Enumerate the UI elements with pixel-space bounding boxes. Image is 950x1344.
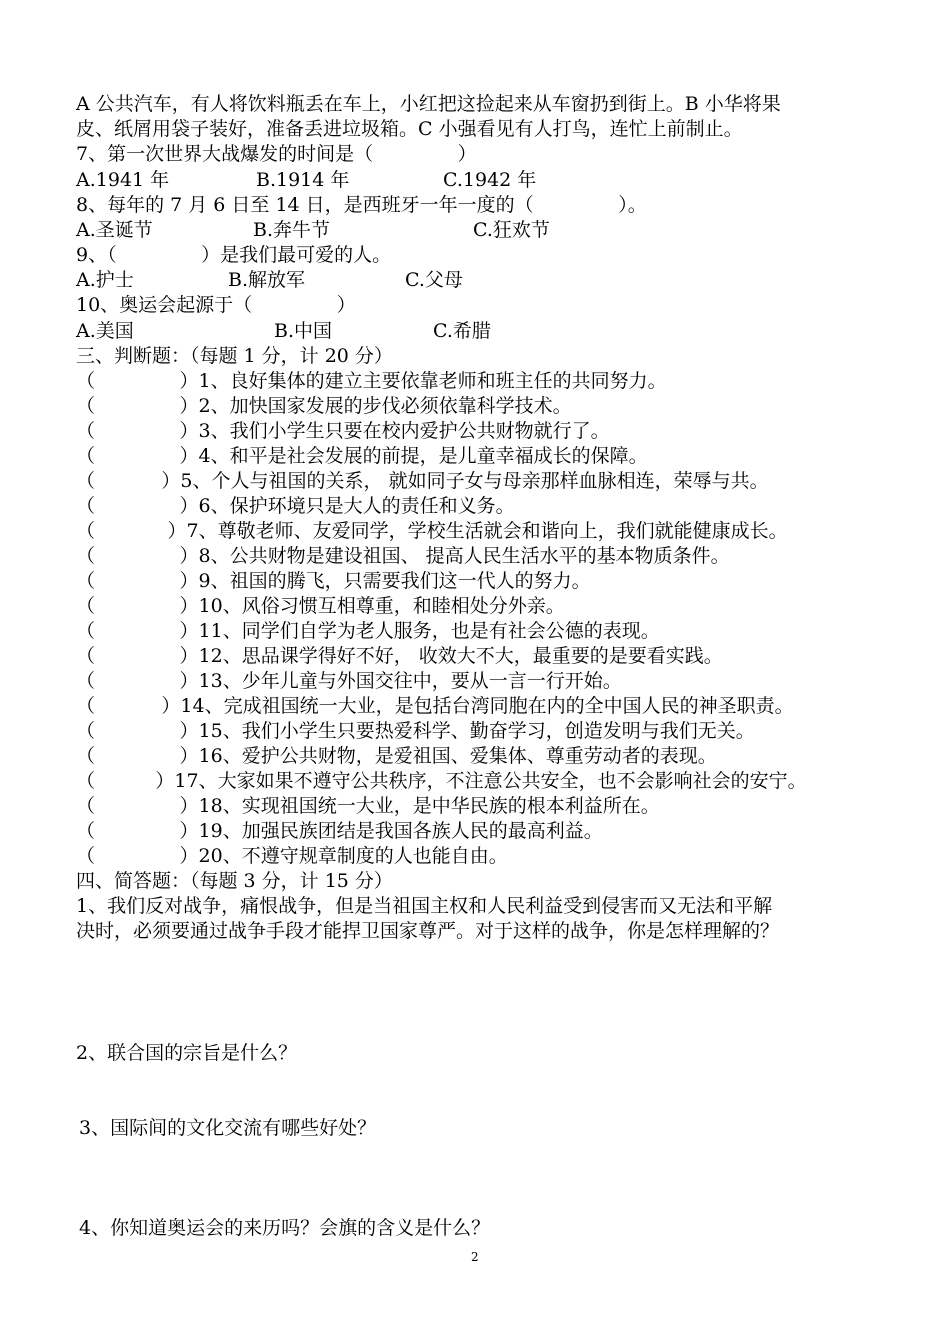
question-8: 8、每年的 7 月 6 日至 14 日，是西班牙一年一度的（ ）。 xyxy=(76,194,647,216)
judge-item-19: （ ）19、加强民族团结是我国各族人民的最高利益。 xyxy=(76,820,603,842)
question-10: 10、奥运会起源于（ ） xyxy=(76,294,356,316)
judge-item-14: （ ）14、完成祖国统一大业，是包括台湾同胞在内的全中国人民的神圣职责。 xyxy=(76,695,794,717)
judge-item-20: （ ）20、不遵守规章制度的人也能自由。 xyxy=(76,845,508,867)
short-question-1-line-1: 1、我们反对战争，痛恨战争，但是当祖国主权和人民利益受到侵害而又无法和平解 xyxy=(76,895,773,917)
judge-item-15: （ ）15、我们小学生只要热爱科学、勤奋学习，创造发明与我们无关。 xyxy=(76,720,755,742)
section-judge-heading: 三、判断题：（每题 1 分，计 20 分） xyxy=(76,345,393,367)
question-9-option-c: C.父母 xyxy=(405,269,463,291)
judge-item-10: （ ）10、风俗习惯互相尊重，和睦相处分外亲。 xyxy=(76,595,565,617)
judge-item-11: （ ）11、同学们自学为老人服务，也是有社会公德的表现。 xyxy=(76,620,660,642)
judge-item-18: （ ）18、实现祖国统一大业，是中华民族的根本利益所在。 xyxy=(76,795,660,817)
question-8-option-c: C.狂欢节 xyxy=(473,219,550,241)
short-question-4: 4、你知道奥运会的来历吗？会旗的含义是什么？ xyxy=(79,1217,491,1239)
page-number: 2 xyxy=(471,1250,479,1264)
question-9-option-a: A.护士 xyxy=(76,269,134,291)
question-10-option-c: C.希腊 xyxy=(433,320,491,342)
question-8-option-b: B.奔牛节 xyxy=(253,219,331,241)
question-8-option-a: A.圣诞节 xyxy=(76,219,153,241)
short-question-2: 2、联合国的宗旨是什么？ xyxy=(76,1042,298,1064)
judge-item-17: （ ）17、大家如果不遵守公共秩序，不注意公共安全，也不会影响社会的安宁。 xyxy=(76,770,807,792)
judge-item-9: （ ）9、祖国的腾飞，只需要我们这一代人的努力。 xyxy=(76,570,591,592)
question-10-option-a: A.美国 xyxy=(76,320,134,342)
question-7-option-b: B.1914 年 xyxy=(256,169,350,191)
question-10-option-b: B.中国 xyxy=(274,320,333,342)
intro-line-2: 皮、纸屑用袋子装好，准备丢进垃圾箱。C 小强看见有人打鸟，连忙上前制止。 xyxy=(76,118,743,140)
judge-item-13: （ ）13、少年儿童与外国交往中，要从一言一行开始。 xyxy=(76,670,622,692)
question-7-option-c: C.1942 年 xyxy=(443,169,537,191)
judge-item-8: （ ）8、公共财物是建设祖国、 提高人民生活水平的基本物质条件。 xyxy=(76,545,730,567)
judge-item-2: （ ）2、加快国家发展的步伐必须依靠科学技术。 xyxy=(76,395,572,417)
question-7: 7、第一次世界大战爆发的时间是（ ） xyxy=(76,143,477,165)
short-question-1-line-2: 决时，必须要通过战争手段才能捍卫国家尊严。对于这样的战争，你是怎样理解的？ xyxy=(76,920,780,942)
judge-item-16: （ ）16、爱护公共财物，是爱祖国、爱集体、尊重劳动者的表现。 xyxy=(76,745,717,767)
judge-item-3: （ ）3、我们小学生只要在校内爱护公共财物就行了。 xyxy=(76,420,610,442)
judge-item-1: （ ）1、良好集体的建立主要依靠老师和班主任的共同努力。 xyxy=(76,370,667,392)
judge-item-7: （ ）7、尊敬老师、友爱同学，学校生活就会和谐向上，我们就能健康成长。 xyxy=(76,520,788,542)
judge-item-4: （ ）4、和平是社会发展的前提，是儿童幸福成长的保障。 xyxy=(76,445,648,467)
question-7-option-a: A.1941 年 xyxy=(76,169,170,191)
judge-item-5: （ ）5、个人与祖国的关系， 就如同子女与母亲那样血脉相连，荣辱与共。 xyxy=(76,470,769,492)
intro-line-1: A 公共汽车，有人将饮料瓶丢在车上，小红把这捡起来从车窗扔到街上。B 小华将果 xyxy=(76,93,781,115)
section-short-heading: 四、简答题：（每题 3 分，计 15 分） xyxy=(76,870,393,892)
judge-item-12: （ ）12、思品课学得好不好， 收效大不大，最重要的是要看实践。 xyxy=(76,645,723,667)
question-9-option-b: B.解放军 xyxy=(228,269,306,291)
short-question-3: 3、国际间的文化交流有哪些好处？ xyxy=(79,1117,377,1139)
judge-item-6: （ ）6、保护环境只是大人的责任和义务。 xyxy=(76,495,515,517)
question-9: 9、（ ）是我们最可爱的人。 xyxy=(76,244,392,266)
